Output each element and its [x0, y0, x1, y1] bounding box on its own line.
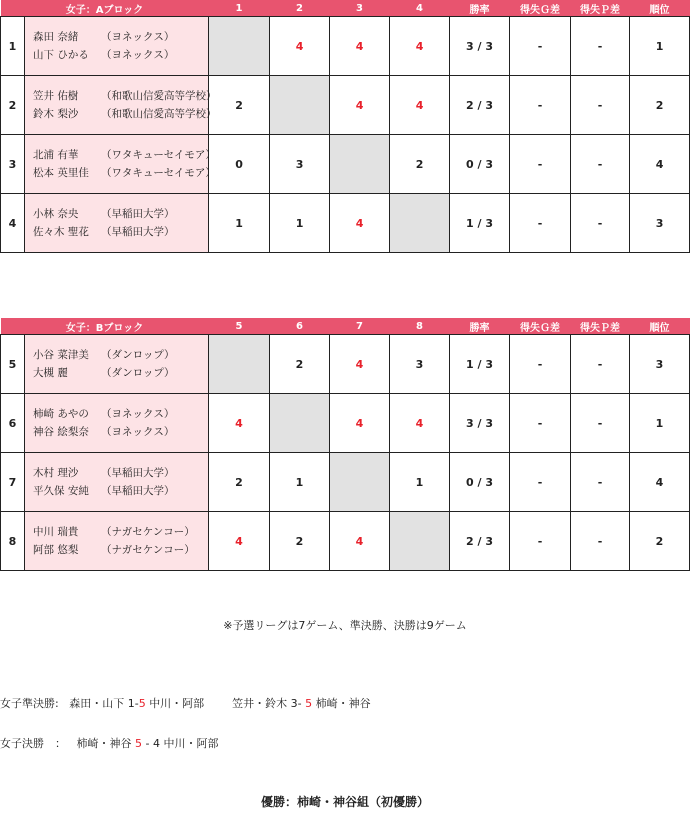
match-score-cell: 4	[330, 17, 390, 76]
player-team: （ナガセケンコー）	[101, 526, 195, 538]
player-name: 柿崎 あやの	[33, 408, 89, 420]
pair-players	[25, 76, 217, 135]
pair-number: 6	[1, 394, 25, 453]
win-rate-cell: 1 / 3	[450, 194, 510, 253]
player-name: 木村 理沙	[33, 467, 79, 479]
rank-cell: 4	[630, 135, 690, 194]
rank-cell: 1	[630, 17, 690, 76]
self-match-cell	[270, 394, 330, 453]
match-score-cell: 1	[209, 194, 270, 253]
player-name: 神谷 絵梨奈	[33, 426, 89, 438]
semi2-team-a: 笠井・鈴木	[232, 697, 288, 710]
player-team: （ヨネックス）	[101, 408, 175, 420]
match-score-cell: 4	[330, 512, 390, 571]
player-entry	[33, 364, 208, 382]
player-entry	[33, 164, 216, 182]
player-team: （ヨネックス）	[101, 31, 175, 43]
player-name: 笠井 佑樹	[33, 90, 79, 102]
game-diff-header: 得失Ｇ差	[510, 0, 571, 17]
semi2-team-b: 柿崎・神谷	[315, 697, 371, 710]
self-match-cell	[270, 76, 330, 135]
game-diff-cell: -	[510, 17, 571, 76]
point-diff-cell: -	[571, 17, 630, 76]
point-diff-header: 得失Ｐ差	[571, 318, 630, 335]
game-diff-cell: -	[510, 194, 571, 253]
player-team: （ダンロップ）	[101, 367, 175, 379]
player-team: （早稲田大学）	[101, 485, 175, 497]
pair-number: 4	[1, 194, 25, 253]
table-row	[1, 135, 690, 194]
player-team: （早稲田大学）	[101, 226, 175, 238]
point-diff-cell: -	[571, 335, 630, 394]
pair-number: 5	[1, 335, 25, 394]
match-score-cell: 2	[209, 76, 270, 135]
point-diff-cell: -	[571, 512, 630, 571]
final-score-a: 5	[135, 737, 142, 750]
rank-cell: 2	[630, 76, 690, 135]
opponent-column-header: 6	[270, 318, 330, 335]
opponent-column-header: 1	[209, 0, 270, 17]
match-score-cell: 4	[390, 394, 450, 453]
semi1-score-a: 1-	[127, 697, 139, 710]
game-diff-cell: -	[510, 394, 571, 453]
opponent-column-header: 7	[330, 318, 390, 335]
pair-number: 8	[1, 512, 25, 571]
player-team: （ヨネックス）	[101, 426, 175, 438]
pair-number: 2	[1, 76, 25, 135]
match-score-cell: 2	[270, 512, 330, 571]
pair-players	[25, 335, 209, 394]
semi2-score-b: 5	[305, 697, 313, 710]
final-label: 女子決勝 ：	[0, 737, 66, 750]
pair-players	[25, 394, 209, 453]
block-title: 女子：Bブロック	[1, 318, 209, 335]
point-diff-cell: -	[571, 76, 630, 135]
semi1-score-b: 5	[138, 697, 146, 710]
player-name: 北浦 有華	[33, 149, 79, 161]
rank-cell: 3	[630, 194, 690, 253]
rank-header: 順位	[630, 318, 690, 335]
match-score-cell: 4	[330, 76, 390, 135]
opponent-column-header: 2	[270, 0, 330, 17]
player-entry	[33, 482, 208, 500]
semi1-team-b: 中川・阿部	[149, 697, 205, 710]
rank-cell: 2	[630, 512, 690, 571]
match-score-cell: 3	[390, 335, 450, 394]
player-entry	[33, 423, 208, 441]
player-name: 佐々木 聖花	[33, 226, 89, 238]
win-rate-cell: 2 / 3	[450, 512, 510, 571]
round-robin-table	[0, 318, 690, 571]
point-diff-cell: -	[571, 194, 630, 253]
match-score-cell: 4	[390, 76, 450, 135]
self-match-cell	[209, 17, 270, 76]
player-team: （ワタキューセイモア）	[101, 167, 216, 179]
player-entry	[33, 541, 208, 559]
game-diff-cell: -	[510, 512, 571, 571]
opponent-column-header: 3	[330, 0, 390, 17]
win-rate-cell: 0 / 3	[450, 135, 510, 194]
match-score-cell: 1	[390, 453, 450, 512]
game-diff-cell: -	[510, 135, 571, 194]
match-score-cell: 4	[390, 17, 450, 76]
table-row	[1, 194, 690, 253]
player-team: （早稲田大学）	[101, 208, 175, 220]
pair-players	[25, 17, 209, 76]
point-diff-cell: -	[571, 453, 630, 512]
game-diff-cell: -	[510, 453, 571, 512]
player-entry	[33, 223, 208, 241]
pair-number: 7	[1, 453, 25, 512]
semi1-team-a: 森田・山下	[69, 697, 125, 710]
player-name: 小谷 菜津美	[33, 349, 89, 361]
player-entry	[33, 346, 208, 364]
table-row	[1, 512, 690, 571]
match-score-cell: 2	[270, 335, 330, 394]
match-score-cell: 4	[209, 394, 270, 453]
player-name: 中川 瑞貴	[33, 526, 79, 538]
table-row	[1, 17, 690, 76]
player-entry	[33, 205, 208, 223]
final-score-sep: -	[142, 737, 153, 750]
player-entry	[33, 146, 216, 164]
semi2-score-a: 3-	[290, 697, 302, 710]
match-score-cell: 2	[390, 135, 450, 194]
win-rate-cell: 0 / 3	[450, 453, 510, 512]
opponent-column-header: 4	[390, 0, 450, 17]
match-score-cell: 4	[270, 17, 330, 76]
win-rate-header: 勝率	[450, 0, 510, 17]
pair-players	[25, 135, 216, 194]
win-rate-header: 勝率	[450, 318, 510, 335]
player-name: 森田 奈緒	[33, 31, 79, 43]
opponent-column-header: 5	[209, 318, 270, 335]
match-score-cell: 1	[270, 194, 330, 253]
table-row	[1, 394, 690, 453]
self-match-cell	[330, 453, 390, 512]
final-team-a: 柿崎・神谷	[76, 737, 132, 750]
game-diff-cell: -	[510, 335, 571, 394]
player-name: 山下 ひかる	[33, 49, 89, 61]
table-row	[1, 453, 690, 512]
self-match-cell	[390, 194, 450, 253]
match-score-cell: 4	[330, 394, 390, 453]
rank-cell: 3	[630, 335, 690, 394]
final-score-b: 4	[152, 737, 160, 750]
match-score-cell: 4	[330, 335, 390, 394]
pair-players	[25, 194, 209, 253]
match-score-cell: 3	[270, 135, 330, 194]
point-diff-cell: -	[571, 394, 630, 453]
self-match-cell	[330, 135, 390, 194]
player-entry	[33, 105, 217, 123]
player-name: 阿部 悠梨	[33, 544, 79, 556]
match-score-cell: 4	[209, 512, 270, 571]
player-team: （和歌山信愛高等学校）	[101, 90, 217, 102]
player-team: （ナガセケンコー）	[101, 544, 195, 556]
table-header-row	[1, 0, 690, 17]
pair-players	[25, 453, 209, 512]
table-row	[1, 335, 690, 394]
player-entry	[33, 523, 208, 541]
player-name: 小林 奈央	[33, 208, 79, 220]
champion-text: 優勝：柿崎・神谷組（初優勝）	[260, 795, 429, 809]
pair-players	[25, 512, 209, 571]
player-entry	[33, 464, 208, 482]
player-team: （和歌山信愛高等学校）	[101, 108, 217, 120]
win-rate-cell: 3 / 3	[450, 17, 510, 76]
block-title: 女子：Aブロック	[1, 0, 209, 17]
player-team: （早稲田大学）	[101, 467, 175, 479]
player-name: 鈴木 梨沙	[33, 108, 79, 120]
point-diff-header: 得失Ｐ差	[571, 0, 630, 17]
match-score-cell: 0	[209, 135, 270, 194]
match-score-cell: 2	[209, 453, 270, 512]
win-rate-cell: 1 / 3	[450, 335, 510, 394]
player-team: （ダンロップ）	[101, 349, 175, 361]
player-name: 平久保 安純	[33, 485, 89, 497]
match-score-cell: 1	[270, 453, 330, 512]
pair-number: 3	[1, 135, 25, 194]
player-name: 大槻 麗	[33, 367, 68, 379]
self-match-cell	[390, 512, 450, 571]
rank-header: 順位	[630, 0, 690, 17]
win-rate-cell: 3 / 3	[450, 394, 510, 453]
round-robin-table	[0, 0, 690, 253]
rank-cell: 4	[630, 453, 690, 512]
pair-number: 1	[1, 17, 25, 76]
point-diff-cell: -	[571, 135, 630, 194]
final-line	[0, 735, 218, 751]
match-score-cell: 4	[330, 194, 390, 253]
game-diff-cell: -	[510, 76, 571, 135]
game-diff-header: 得失Ｇ差	[510, 318, 571, 335]
rank-cell: 1	[630, 394, 690, 453]
semifinal-line	[0, 695, 371, 711]
opponent-column-header: 8	[390, 318, 450, 335]
semifinal-label: 女子準決勝:	[0, 697, 59, 710]
player-entry	[33, 87, 217, 105]
player-entry	[33, 46, 208, 64]
win-rate-cell: 2 / 3	[450, 76, 510, 135]
player-team: （ヨネックス）	[101, 49, 175, 61]
table-row	[1, 76, 690, 135]
rules-note: ※予選リーグは7ゲーム、準決勝、決勝は9ゲーム	[223, 619, 467, 632]
player-entry	[33, 28, 208, 46]
table-header-row	[1, 318, 690, 335]
final-team-b: 中川・阿部	[163, 737, 219, 750]
player-name: 松本 英里佳	[33, 167, 89, 179]
player-team: （ワタキューセイモア）	[101, 149, 216, 161]
self-match-cell	[209, 335, 270, 394]
player-entry	[33, 405, 208, 423]
